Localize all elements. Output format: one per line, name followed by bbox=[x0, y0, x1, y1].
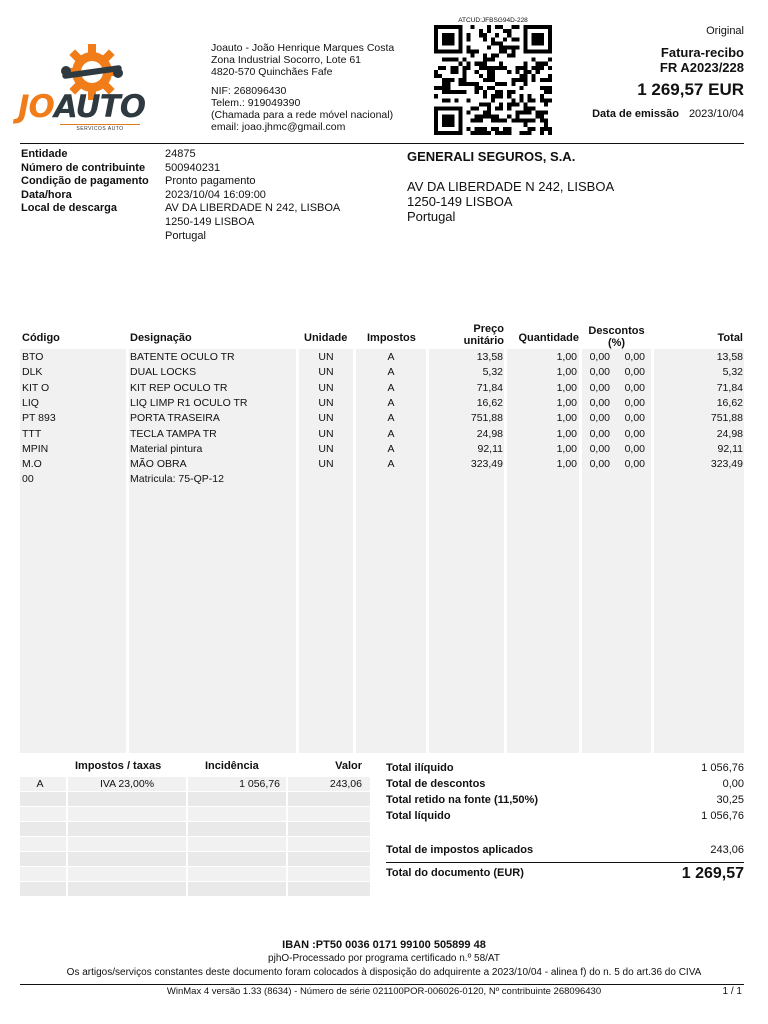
cell-qty: 1,00 bbox=[556, 442, 577, 455]
cell-price: 751,88 bbox=[470, 412, 503, 425]
document-type: Fatura-recibo bbox=[660, 45, 744, 60]
taxpayer-label: Número de contribuinte bbox=[21, 161, 146, 174]
customer-address-2: 1250-149 LISBOA bbox=[407, 194, 513, 209]
footer-divider bbox=[20, 984, 744, 985]
table-row bbox=[20, 381, 744, 396]
cell-code: 00 bbox=[22, 473, 34, 486]
cell-d2: 0,00 bbox=[624, 458, 645, 471]
logo-subtitle: SERVICOS AUTO bbox=[60, 124, 140, 132]
cell-d2: 0,00 bbox=[624, 427, 645, 440]
cell-designation: DUAL LOCKS bbox=[130, 366, 197, 379]
col-code: Código bbox=[22, 332, 60, 344]
cell-tax: A bbox=[387, 351, 395, 363]
cell-d1: 0,00 bbox=[589, 381, 610, 394]
cell-total: 16,62 bbox=[716, 396, 743, 409]
cell-qty: 1,00 bbox=[556, 427, 577, 440]
datetime-label: Data/hora bbox=[21, 188, 72, 201]
unload-label: Local de descarga bbox=[21, 202, 117, 215]
company-info bbox=[211, 43, 394, 134]
col-taxes: Impostos bbox=[367, 332, 416, 344]
unload-value-3: Portugal bbox=[165, 229, 206, 242]
company-email: email: joao.jhmc@gmail.com bbox=[211, 120, 346, 133]
col-tax-value: Valor bbox=[335, 760, 362, 772]
logo-auto-text: AUTO bbox=[53, 89, 146, 125]
col-designation: Designação bbox=[130, 332, 192, 344]
qr-code bbox=[434, 25, 552, 135]
col-price: Preço unitário bbox=[463, 323, 504, 347]
cell-unit: UN bbox=[318, 366, 334, 379]
cell-designation: Matricula: 75-QP-12 bbox=[130, 473, 224, 486]
cell-price: 13,58 bbox=[476, 351, 503, 363]
customer-block bbox=[407, 149, 614, 224]
unload-value-1: AV DA LIBERDADE N 242, LISBOA bbox=[165, 202, 341, 215]
company-postal: 4820-570 Quinchães Fafe bbox=[211, 65, 333, 78]
cell-total: 5,32 bbox=[722, 366, 743, 379]
cell-total: 13,58 bbox=[716, 351, 743, 363]
cell-tax: A bbox=[387, 366, 395, 379]
tax-row bbox=[20, 822, 370, 837]
logo-jo-text: JO bbox=[18, 89, 54, 125]
client-labels bbox=[21, 148, 149, 216]
cell-d1: 0,00 bbox=[589, 458, 610, 471]
cell-code: M.O bbox=[22, 458, 42, 471]
cell-total: 751,88 bbox=[710, 412, 743, 425]
cell-qty: 1,00 bbox=[556, 458, 577, 471]
tax-cell-base: 1 056,76 bbox=[239, 778, 280, 790]
cell-tax: A bbox=[387, 442, 395, 455]
entity-value: 24875 bbox=[165, 148, 196, 160]
items-table bbox=[20, 323, 744, 753]
col-total: Total bbox=[717, 332, 743, 344]
tax-row bbox=[20, 867, 370, 882]
cell-tax: A bbox=[387, 458, 395, 471]
cell-price: 24,98 bbox=[476, 427, 503, 440]
cell-total: 71,84 bbox=[716, 381, 743, 394]
cell-d1: 0,00 bbox=[589, 427, 610, 440]
col-qty: Quantidade bbox=[518, 332, 579, 344]
page-number: 1 / 1 bbox=[722, 986, 742, 997]
footer bbox=[0, 938, 768, 980]
cell-tax: A bbox=[387, 427, 395, 440]
cell-total: 24,98 bbox=[716, 427, 743, 440]
copy-type: Original bbox=[706, 25, 744, 37]
cell-unit: UN bbox=[318, 458, 334, 471]
cell-d1: 0,00 bbox=[589, 412, 610, 425]
cell-price: 323,49 bbox=[470, 458, 503, 471]
document-amount: 1 269,57 EUR bbox=[637, 80, 744, 99]
table-row bbox=[20, 472, 744, 487]
customer-address-1: AV DA LIBERDADE N 242, LISBOA bbox=[407, 179, 615, 194]
customer-name: GENERALI SEGUROS, S.A. bbox=[407, 149, 576, 164]
qr-caption: ATCUD:JFBSG94D-228 bbox=[458, 17, 528, 24]
datetime-value: 2023/10/04 16:09:00 bbox=[165, 188, 266, 201]
taxpayer-value: 500940231 bbox=[165, 161, 221, 174]
tax-table bbox=[20, 760, 370, 898]
cell-d2: 0,00 bbox=[624, 396, 645, 409]
cell-unit: UN bbox=[318, 427, 334, 440]
payment-value: Pronto pagamento bbox=[165, 175, 256, 188]
cell-tax: A bbox=[387, 396, 395, 409]
table-row bbox=[20, 396, 744, 411]
cell-d1: 0,00 bbox=[589, 442, 610, 455]
unload-value-2: 1250-149 LISBOA bbox=[165, 215, 255, 228]
col-unit: Unidade bbox=[304, 332, 348, 344]
tax-row bbox=[20, 792, 370, 807]
tax-row bbox=[20, 807, 370, 822]
software-info: WinMax 4 versão 1.33 (8634) - Número de série 021100POR-006026-0120, Nº contribuinte 268096430 bbox=[166, 986, 602, 997]
cell-unit: UN bbox=[318, 442, 334, 455]
tax-cell-value: 243,06 bbox=[329, 778, 362, 790]
table-row bbox=[20, 457, 744, 472]
company-phone-note: (Chamada para a rede móvel nacional) bbox=[211, 108, 394, 121]
totals-divider bbox=[386, 862, 744, 863]
cell-d1: 0,00 bbox=[589, 396, 610, 409]
table-row bbox=[20, 442, 744, 457]
cell-code: BTO bbox=[22, 351, 44, 363]
tax-cell-code: A bbox=[36, 778, 44, 790]
cell-d2: 0,00 bbox=[624, 351, 645, 363]
customer-country: Portugal bbox=[407, 209, 456, 224]
tax-row bbox=[20, 852, 370, 867]
cell-designation: KIT REP OCULO TR bbox=[130, 381, 228, 394]
cell-code: LIQ bbox=[22, 396, 39, 409]
cell-unit: UN bbox=[318, 351, 334, 363]
cell-qty: 1,00 bbox=[556, 396, 577, 409]
table-row bbox=[20, 350, 744, 365]
table-row bbox=[20, 365, 744, 380]
cell-code: MPIN bbox=[22, 442, 49, 455]
cell-code: DLK bbox=[22, 366, 43, 379]
cell-price: 16,62 bbox=[476, 396, 503, 409]
tax-row bbox=[20, 882, 370, 897]
cell-qty: 1,00 bbox=[556, 351, 577, 363]
cell-unit: UN bbox=[318, 381, 334, 394]
cell-designation: TECLA TAMPA TR bbox=[130, 427, 217, 440]
cell-price: 92,11 bbox=[477, 442, 503, 455]
cell-unit: UN bbox=[318, 396, 334, 409]
cell-code: KIT O bbox=[22, 381, 50, 394]
table-row bbox=[20, 427, 744, 442]
col-tax-base: Incidência bbox=[205, 760, 259, 772]
cell-code: PT 893 bbox=[22, 412, 56, 425]
document-info bbox=[592, 25, 744, 120]
table-row bbox=[20, 411, 744, 426]
cell-price: 71,84 bbox=[476, 381, 503, 394]
document-number: FR A2023/228 bbox=[659, 60, 744, 75]
cell-designation: LIQ LIMP R1 OCULO TR bbox=[130, 396, 248, 409]
cell-d1: 0,00 bbox=[589, 366, 610, 379]
cell-tax: A bbox=[387, 412, 395, 425]
cell-d2: 0,00 bbox=[624, 412, 645, 425]
payment-label: Condição de pagamento bbox=[21, 175, 149, 188]
cell-total: 323,49 bbox=[710, 458, 743, 471]
issue-date-label: Data de emissão bbox=[592, 108, 679, 120]
issue-date-row bbox=[592, 108, 744, 120]
cell-qty: 1,00 bbox=[556, 412, 577, 425]
tax-row bbox=[20, 777, 370, 792]
cell-d2: 0,00 bbox=[624, 366, 645, 379]
civa-notice: Os artigos/serviços constantes deste documento foram colocados à disposição do adquirente a 2023/10/04 - alinea f) do n. 5 do art.36 do CIVA bbox=[66, 967, 702, 978]
cell-designation: BATENTE OCULO TR bbox=[130, 351, 235, 363]
company-name: Joauto - João Henrique Marques Costa bbox=[211, 42, 395, 54]
client-values bbox=[165, 148, 340, 243]
certification: pjhO-Processado por programa certificado n.º 58/AT bbox=[268, 953, 500, 964]
cell-code: TTT bbox=[22, 427, 42, 440]
cell-qty: 1,00 bbox=[556, 381, 577, 394]
cell-designation: MÃO OBRA bbox=[130, 458, 187, 471]
cell-price: 5,32 bbox=[482, 366, 503, 379]
company-phone: Telem.: 919049390 bbox=[211, 97, 301, 110]
company-address: Zona Industrial Socorro, Lote 61 bbox=[211, 53, 362, 66]
entity-label: Entidade bbox=[21, 148, 68, 160]
issue-date: 2023/10/04 bbox=[688, 108, 744, 120]
col-discounts: Descontos (%) bbox=[588, 325, 645, 349]
cell-d2: 0,00 bbox=[624, 381, 645, 394]
header-divider bbox=[20, 143, 744, 144]
cell-d1: 0,00 bbox=[589, 351, 610, 363]
company-logo bbox=[18, 40, 168, 132]
iban: IBAN :PT50 0036 0171 99100 505899 48 bbox=[282, 939, 486, 951]
tax-row bbox=[20, 837, 370, 852]
cell-designation: PORTA TRASEIRA bbox=[130, 412, 220, 425]
tax-cell-type: IVA 23,00% bbox=[99, 778, 155, 790]
cell-qty: 1,00 bbox=[556, 366, 577, 379]
cell-total: 92,11 bbox=[717, 442, 743, 455]
cell-tax: A bbox=[387, 381, 395, 394]
cell-d2: 0,00 bbox=[624, 442, 645, 455]
cell-unit: UN bbox=[318, 412, 334, 425]
cell-designation: Material pintura bbox=[130, 442, 203, 455]
col-tax-type: Impostos / taxas bbox=[75, 760, 162, 772]
company-nif: NIF: 268096430 bbox=[211, 85, 287, 98]
